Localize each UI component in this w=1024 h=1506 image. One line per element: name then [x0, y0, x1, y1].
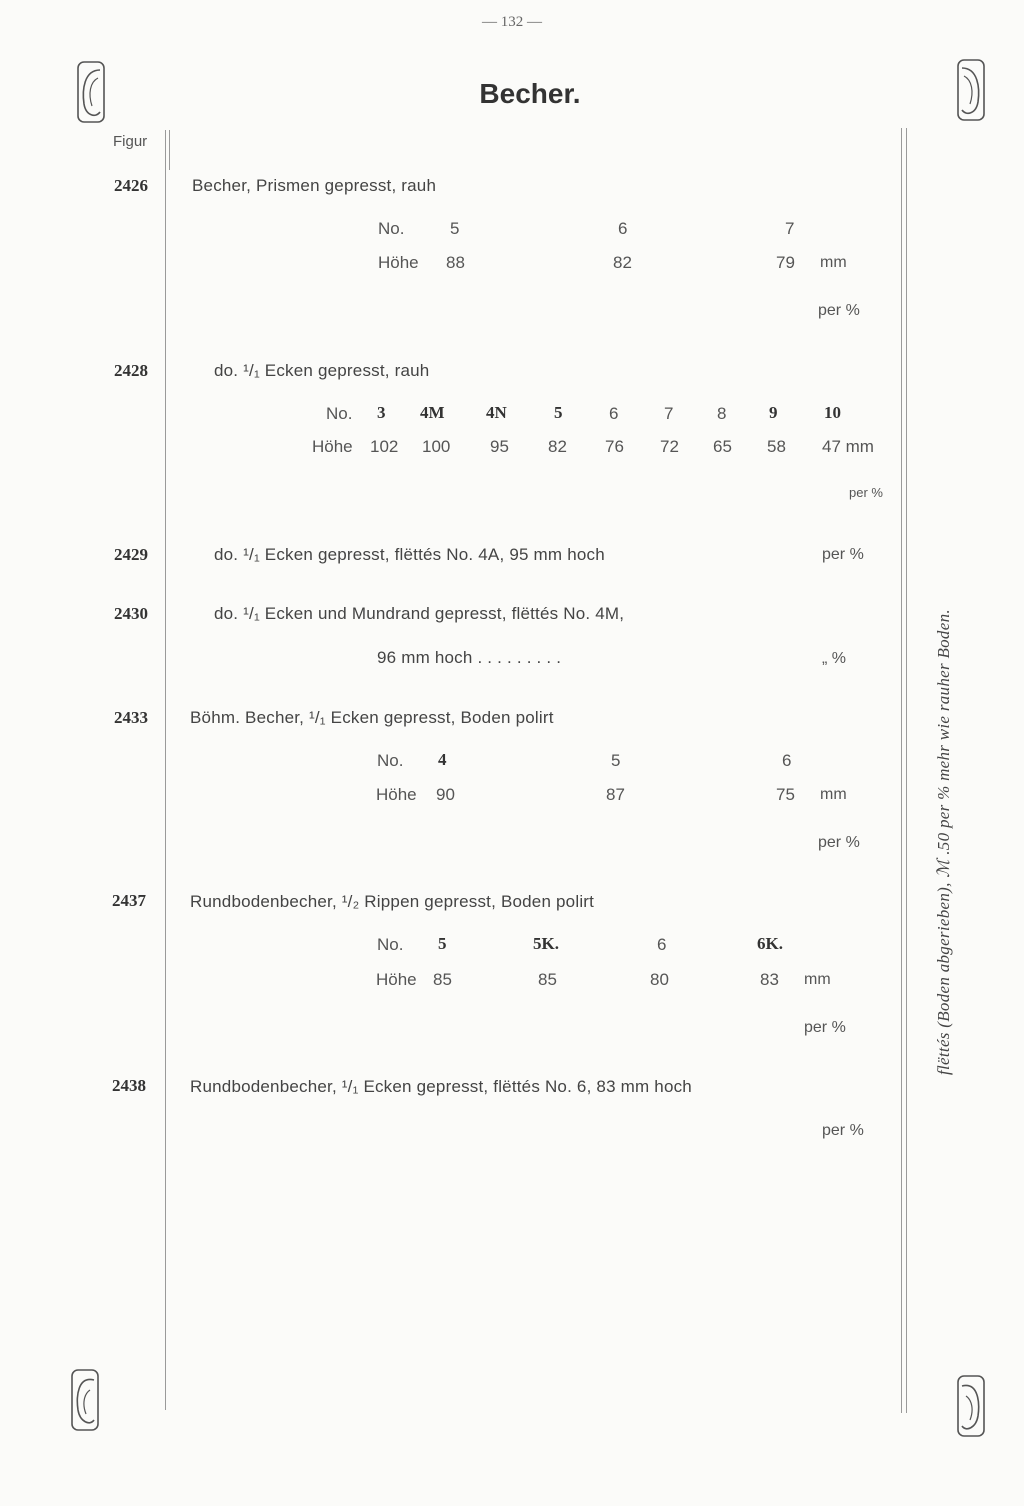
- hoehe-value: 76: [605, 437, 624, 456]
- no-value: 4: [438, 750, 447, 769]
- hoehe-value: 65: [713, 437, 732, 456]
- no-value: 7: [785, 219, 795, 238]
- no-value: 6: [609, 404, 619, 423]
- hoehe-value: 79: [776, 253, 795, 272]
- hoehe-value: 47 mm: [822, 437, 874, 456]
- hoehe-value: 95: [490, 437, 509, 456]
- figure-column-rule: [165, 130, 166, 1410]
- price-label: per %: [849, 485, 883, 500]
- hoehe-value: 82: [548, 437, 567, 456]
- right-margin-rule-double: [906, 128, 907, 1413]
- hoehe-value: 85: [433, 970, 452, 989]
- hoehe-value: 100: [422, 437, 451, 456]
- item-description-continued: 96 mm hoch . . . . . . . . .: [377, 648, 562, 667]
- item-description: Böhm. Becher, ¹/₁ Ecken gepresst, Boden polirt: [190, 708, 554, 727]
- figure-number: 2430: [114, 604, 148, 623]
- ornament-bottom-right-icon: [956, 1374, 986, 1438]
- no-value: 6: [618, 219, 628, 238]
- page-title: Becher.: [479, 78, 581, 109]
- price-label: per %: [822, 546, 864, 563]
- hoehe-value: 58: [767, 437, 786, 456]
- no-value: 5: [450, 219, 460, 238]
- item-description: Rundbodenbecher, ¹/₁ Ecken gepresst, flëttés No. 6, 83 mm hoch: [190, 1077, 692, 1096]
- hoehe-label: Höhe: [376, 785, 417, 804]
- price-label: per %: [804, 1019, 846, 1036]
- no-value: 9: [769, 403, 778, 422]
- figure-number: 2437: [112, 891, 146, 910]
- hoehe-value: 87: [606, 785, 625, 804]
- hoehe-value: 82: [613, 253, 632, 272]
- no-value: 5: [554, 403, 563, 422]
- hoehe-value: 102: [370, 437, 399, 456]
- figure-column-rule-double: [169, 130, 170, 170]
- unit-label: mm: [820, 786, 847, 803]
- no-value: 4N: [486, 403, 507, 422]
- hoehe-label: Höhe: [376, 970, 417, 989]
- unit-label: mm: [820, 254, 847, 271]
- no-value: 5: [611, 751, 621, 770]
- hoehe-value: 80: [650, 970, 669, 989]
- side-note: flëttés (Boden abgerieben), ℳ .50 per % mehr wie rauher Boden.: [934, 609, 953, 1075]
- no-value: 4M: [420, 403, 445, 422]
- no-value: 5: [438, 934, 447, 953]
- no-value: 6: [657, 935, 667, 954]
- price-label: „ %: [822, 650, 846, 667]
- figure-number: 2428: [114, 361, 148, 380]
- figure-number: 2426: [114, 176, 148, 195]
- no-value: 7: [664, 404, 674, 423]
- no-value: 10: [824, 403, 841, 422]
- no-value: 6: [782, 751, 792, 770]
- item-description: do. ¹/₁ Ecken gepresst, flëttés No. 4A, 95 mm hoch: [214, 545, 605, 564]
- ornament-bottom-left-icon: [70, 1368, 100, 1432]
- figure-number: 2433: [114, 708, 148, 727]
- item-description: Becher, Prismen gepresst, rauh: [192, 176, 437, 195]
- price-label: per %: [822, 1122, 864, 1139]
- hoehe-value: 88: [446, 253, 465, 272]
- hoehe-value: 85: [538, 970, 557, 989]
- hoehe-label: Höhe: [312, 437, 353, 456]
- price-label: per %: [818, 302, 860, 319]
- no-value: 5K.: [533, 934, 559, 953]
- no-label: No.: [377, 751, 404, 770]
- price-label: per %: [818, 834, 860, 851]
- hoehe-value: 72: [660, 437, 679, 456]
- unit-label: mm: [804, 971, 831, 988]
- page-number: — 132 —: [482, 14, 542, 30]
- item-description: Rundbodenbecher, ¹/₂ Rippen gepresst, Boden polirt: [190, 892, 595, 911]
- hoehe-label: Höhe: [378, 253, 419, 272]
- hoehe-value: 83: [760, 970, 779, 989]
- figur-column-label: Figur: [113, 133, 148, 150]
- no-value: 8: [717, 404, 727, 423]
- no-value: 3: [377, 403, 386, 422]
- hoehe-value: 75: [776, 785, 795, 804]
- no-label: No.: [377, 935, 404, 954]
- no-label: No.: [326, 404, 353, 423]
- no-value: 6K.: [757, 934, 783, 953]
- item-description: do. ¹/₁ Ecken gepresst, rauh: [214, 361, 430, 380]
- right-margin-rule: [901, 128, 902, 1413]
- figure-number: 2438: [112, 1076, 146, 1095]
- figure-number: 2429: [114, 545, 148, 564]
- item-description: do. ¹/₁ Ecken und Mundrand gepresst, flëttés No. 4M,: [214, 604, 625, 623]
- hoehe-value: 90: [436, 785, 455, 804]
- no-label: No.: [378, 219, 405, 238]
